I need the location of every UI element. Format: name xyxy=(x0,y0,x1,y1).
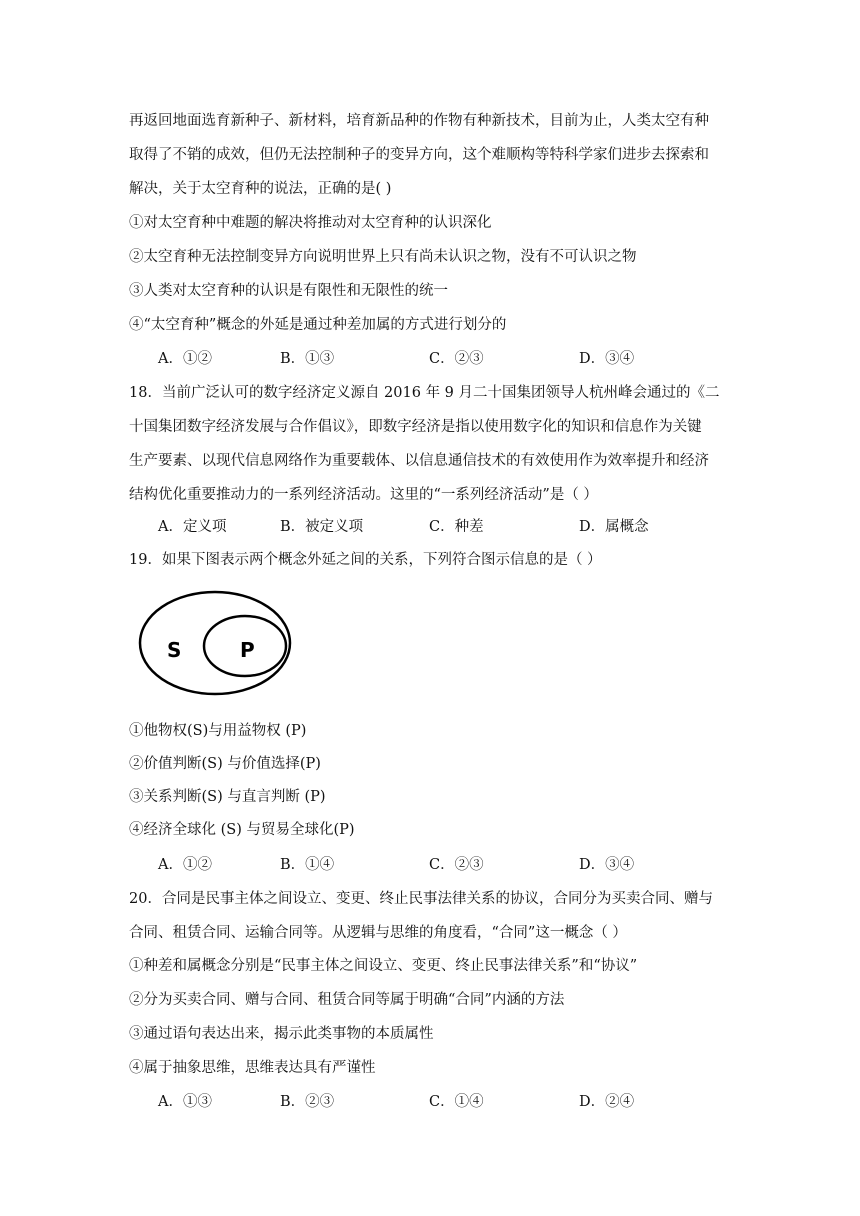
q18-stem-line-1: 18．当前广泛认可的数字经济定义源自 2016 年 9 月二十国集团领导人杭州峰会通过的《二 xyxy=(129,385,720,401)
q17-stem-line-1: 再返回地面选育新种子、新材料，培育新品种的作物有种新技术，目前为止，人类太空有种 xyxy=(129,113,709,129)
q19-option-a[interactable]: A．①② xyxy=(158,857,212,873)
q18-stem-line-2: 十国集团数字经济发展与合作倡议》，即数字经济是指以使用数字化的知识和信息作为关键 xyxy=(129,419,702,435)
q18-option-b[interactable]: B．被定义项 xyxy=(280,519,364,535)
q18-stem-line-4: 结构优化重要推动力的一系列经济活动。这里的“一系列经济活动”是（ ） xyxy=(129,487,598,503)
q20-option-c[interactable]: C．①④ xyxy=(429,1094,484,1110)
q17-option-c[interactable]: C．②③ xyxy=(429,351,484,367)
q18-option-c[interactable]: C．种差 xyxy=(429,519,484,535)
outer-label-s: S xyxy=(167,638,182,662)
q19-option-c[interactable]: C．②③ xyxy=(429,857,484,873)
inner-label-p: P xyxy=(240,638,255,662)
q20-statement-1: ①种差和属概念分别是“民事主体之间设立、变更、终止民事法律关系”和“协议” xyxy=(129,958,638,974)
q19-statement-1: ①他物权(S)与用益物权 (P) xyxy=(129,723,307,739)
outer-ellipse-s xyxy=(140,592,290,694)
q20-options xyxy=(158,1092,758,1112)
q20-option-b[interactable]: B．②③ xyxy=(280,1094,335,1110)
q19-statement-4: ④经济全球化 (S) 与贸易全球化(P) xyxy=(129,822,355,838)
q19-option-d[interactable]: D．③④ xyxy=(579,857,635,873)
q20-statement-3: ③通过语句表达出来，揭示此类事物的本质属性 xyxy=(129,1026,434,1042)
q17-stem-line-3: 解决，关于太空育种的说法，正确的是( ) xyxy=(129,181,392,197)
q17-statement-2: ②太空育种无法控制变异方向说明世界上只有尚未认识之物，没有不可认识之物 xyxy=(129,249,637,265)
q17-statement-3: ③人类对太空育种的认识是有限性和无限性的统一 xyxy=(129,283,448,299)
q19-option-b[interactable]: B．①④ xyxy=(280,857,335,873)
q20-option-d[interactable]: D．②④ xyxy=(579,1094,635,1110)
q19-stem: 19．如果下图表示两个概念外延之间的关系，下列符合图示信息的是（ ） xyxy=(129,552,602,568)
q17-stem-line-2: 取得了不销的成效，但仍无法控制种子的变异方向，这个难顺构等特科学家们进步去探索和 xyxy=(129,147,709,163)
q18-option-a[interactable]: A．定义项 xyxy=(158,519,227,535)
q20-stem-line-2: 合同、租赁合同、运输合同等。从逻辑与思维的角度看，“合同”这一概念（ ） xyxy=(129,925,627,941)
q19-statement-3: ③关系判断(S) 与直言判断 (P) xyxy=(129,789,326,805)
q18-options xyxy=(158,517,758,537)
q20-statement-4: ④属于抽象思维，思维表达具有严谨性 xyxy=(129,1060,376,1076)
q20-stem-line-1: 20．合同是民事主体之间设立、变更、终止民事法律关系的协议，合同分为买卖合同、赠与 xyxy=(129,891,713,907)
q17-option-d[interactable]: D．③④ xyxy=(579,351,635,367)
q17-options xyxy=(158,349,758,369)
q19-options xyxy=(158,855,758,875)
q17-option-b[interactable]: B．①③ xyxy=(280,351,335,367)
q17-statement-4: ④“太空育种”概念的外延是通过种差加属的方式进行划分的 xyxy=(129,317,507,333)
q19-statement-2: ②价值判断(S) 与价值选择(P) xyxy=(129,756,321,772)
q20-statement-2: ②分为买卖合同、赠与合同、租赁合同等属于明确“合同”内涵的方法 xyxy=(129,992,565,1008)
q20-option-a[interactable]: A．①③ xyxy=(158,1094,212,1110)
q18-option-d[interactable]: D．属概念 xyxy=(579,519,649,535)
venn-diagram xyxy=(137,588,293,698)
q17-option-a[interactable]: A．①② xyxy=(158,351,212,367)
q18-stem-line-3: 生产要素、以现代信息网络作为重要载体、以信息通信技术的有效使用作为效率提升和经济 xyxy=(129,453,709,469)
q17-statement-1: ①对太空育种中难题的解决将推动对太空育种的认识深化 xyxy=(129,215,492,231)
